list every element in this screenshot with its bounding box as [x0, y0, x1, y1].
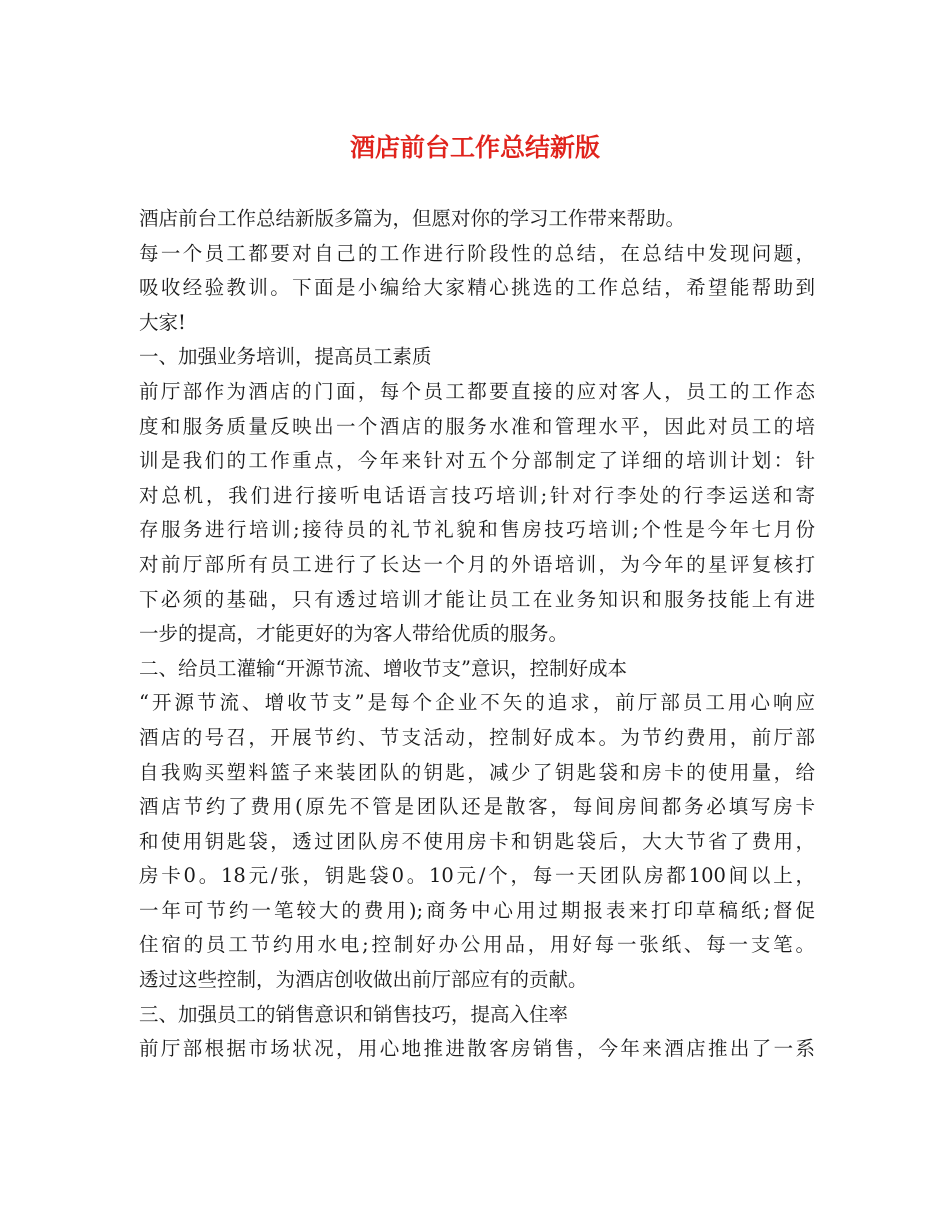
text-line: 前厅部作为酒店的门面，每个员工都要直接的应对客人，员工的工作态 — [139, 379, 815, 403]
text-line: 前厅部根据市场状况，用心地推进散客房销售，今年来酒店推出了一系 — [139, 1037, 815, 1061]
text-line: 对前厅部所有员工进行了长达一个月的外语培训，为今年的星评复核打 — [139, 552, 815, 576]
text-line: “开源节流、增收节支”是每个企业不矢的追求，前厅部员工用心响应 — [139, 691, 815, 715]
document-body — [139, 202, 815, 1067]
text-line: 和使用钥匙袋，透过团队房不使用房卡和钥匙袋后，大大节省了费用， — [139, 829, 815, 853]
text-line: 度和服务质量反映出一个酒店的服务水准和管理水平，因此对员工的培 — [139, 414, 815, 438]
document-title: 酒店前台工作总结新版 — [349, 133, 600, 162]
text-line: 酒店前台工作总结新版多篇为，但愿对你的学习工作带来帮助。 — [139, 207, 686, 230]
section-heading: 一、加强业务培训，提高员工素质 — [139, 345, 432, 369]
text-line: 酒店的号召，开展节约、节支活动，控制好成本。为节约费用，前厅部 — [139, 725, 815, 749]
text-line: 存服务进行培训;接待员的礼节礼貌和售房技巧培训;个性是今年七月份 — [139, 518, 815, 542]
text-line: 吸收经验教训。下面是小编给大家精心挑选的工作总结，希望能帮助到 — [139, 276, 815, 300]
text-line: 自我购买塑料篮子来装团队的钥匙，减少了钥匙袋和房卡的使用量，给 — [139, 760, 815, 784]
text-line: 透过这些控制，为酒店创收做出前厅部应有的贡献。 — [139, 968, 588, 992]
text-line: 大家! — [139, 310, 186, 334]
text-line: 酒店节约了费用(原先不管是团队还是散客，每间房间都务必填写房卡 — [139, 795, 815, 819]
text-line: 一步的提高，才能更好的为客人带给优质的服务。 — [139, 622, 569, 646]
text-line: 每一个员工都要对自己的工作进行阶段性的总结，在总结中发现问题， — [139, 241, 815, 265]
text-line: 房卡0。18元/张，钥匙袋0。10元/个，每一天团队房都100间以上， — [139, 864, 815, 888]
text-line: 训是我们的工作重点，今年来针对五个分部制定了详细的培训计划：针 — [139, 449, 815, 473]
section-heading: 三、加强员工的销售意识和销售技巧，提高入住率 — [139, 1002, 569, 1026]
text-line: 对总机，我们进行接听电话语言技巧培训;针对行李处的行李运送和寄 — [139, 483, 815, 507]
text-line: 住宿的员工节约用水电;控制好办公用品，用好每一张纸、每一支笔。 — [139, 933, 815, 957]
text-line: 下必须的基础，只有透过培训才能让员工在业务知识和服务技能上有进 — [139, 587, 815, 611]
text-line: 一年可节约一笔较大的费用);商务中心用过期报表来打印草稿纸;督促 — [139, 898, 815, 922]
section-heading: 二、给员工灌输“开源节流、增收节支”意识，控制好成本 — [139, 656, 627, 680]
